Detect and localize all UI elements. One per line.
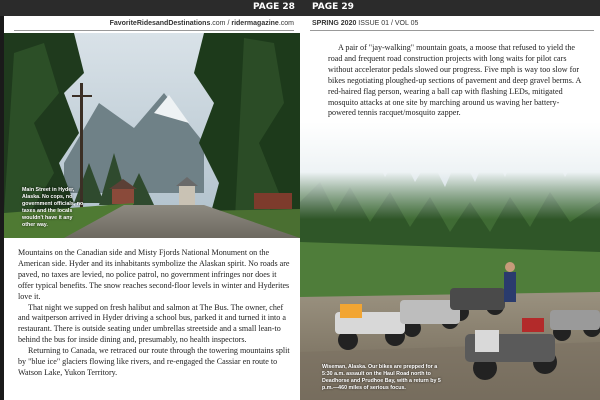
left-folio <box>110 20 294 27</box>
right-body-text: A pair of "jay-walking" mountain goats, a moose that refused to yield the road and frequent road construction projects with long waits for pilot cars without accelerator pedals slowed our progress. Five mph is way too slow for bikes negotiating ploughed-up sections of pavement and deep gravel berms. A red-haired flag person, wearing a ball cap with flashing LEDs, mitigated mosquito attacks at one site by marching around us waving her battery-powered tennis racquet/mosquito zapper. <box>328 43 581 118</box>
folio-site-tld: .com <box>210 20 226 27</box>
wiseman-motorcycles-photo <box>300 122 600 400</box>
paragraph: Returning to Canada, we retraced our route through the towering mountains split by "blue ice" glaciers flowing like rivers, and re-engaged the Cassiar en route to Watson Lake, Yukon Territory. <box>18 346 290 377</box>
folio-site2-tld: .com <box>278 20 294 27</box>
right-page-number: PAGE 29 <box>312 2 354 12</box>
folio-issue-rest: ISSUE 01 / VOL 05 <box>356 20 419 27</box>
right-folio <box>312 20 418 27</box>
left-folio-rule <box>14 30 294 31</box>
left-page <box>4 16 300 400</box>
folio-site2: ridermagazine <box>231 20 279 27</box>
left-body-text <box>18 248 290 379</box>
right-page <box>300 16 600 400</box>
folio-issue: SPRING 2020 <box>312 20 357 27</box>
paragraph: That night we supped on fresh halibut and salmon at The Bus. The owner, chef and waitperson arrived in Hyder driving a school bus, parked it and turned it into a restaurant. There is outside seating under umbrellas streetside and a small lean-to behind the bus for inside dining and, presumably, no health inspectors. <box>18 302 286 345</box>
spread-header-bar <box>0 0 600 16</box>
right-photo-caption: Wiseman, Alaska. Our bikes are prepped for a 5:30 a.m. assault on the Haul Road north to Deadhorse and Prudhoe Bay, with a return by 5 p.m.—460 miles of serious focus. <box>322 364 441 391</box>
paragraph: Mountains on the Canadian side and Misty Fjords National Monument on the American side. Hyder and its inhabitants symbolize the Alaskan spirit. No roads are paved, no taxes are levied, no police patrol, no government infringes nor does it offer typical benefits. The snow reaches second-floor levels in winter and Hyderites love it. <box>18 248 290 301</box>
left-page-number: PAGE 28 <box>253 2 295 12</box>
folio-separator: / <box>225 20 232 27</box>
folio-site: FavoriteRidesandDestinations <box>109 20 211 27</box>
left-photo-caption: Main Street in Hyder, Alaska. No cops, no government officials, no taxes and the locals wouldn't have it any other way. <box>22 187 84 228</box>
right-folio-rule <box>310 30 594 31</box>
